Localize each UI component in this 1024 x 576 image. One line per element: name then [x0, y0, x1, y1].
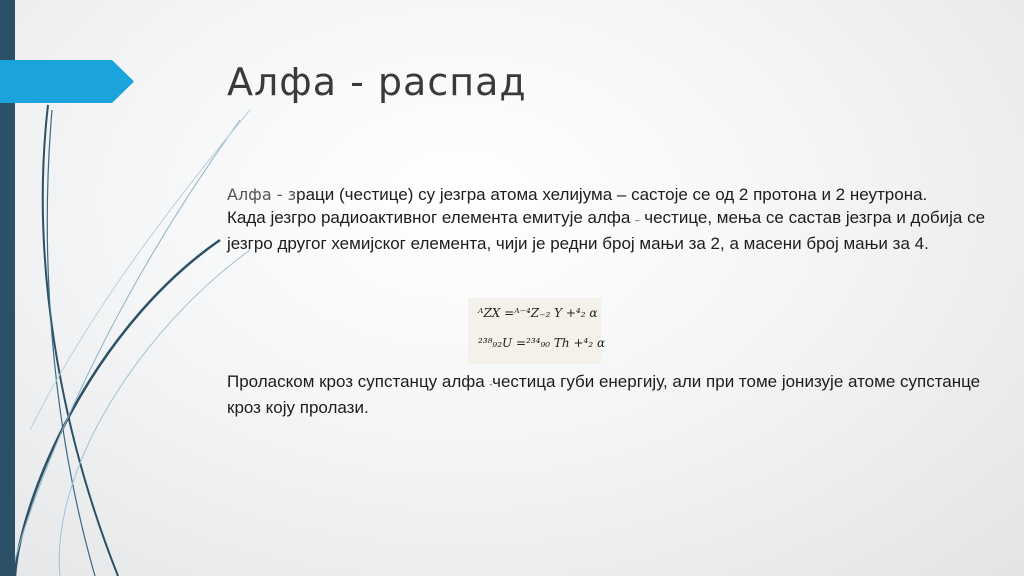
paragraph-ionization-text-a: Проласком кроз супстанцу алфа: [227, 372, 490, 391]
paragraph-definition: [227, 183, 987, 206]
paragraph-definition-text: раци (честице) су језгра атома хелијума – састоје се од 2 протона и 2 неутрона.: [296, 185, 928, 204]
small-dash: –: [635, 216, 640, 225]
paragraph-emission: [227, 206, 987, 255]
paragraph-emission-text-a: Када језгро радиоактивног елемента емитује алфа: [227, 208, 636, 227]
slide-title: Алфа - распад: [227, 60, 527, 104]
paragraph-lead: Алфа - з: [227, 185, 297, 204]
paragraph-ionization-text-b: честица губи енергију, али при томе јонизује атоме супстанце кроз коју пролази.: [227, 372, 981, 417]
equation-general: ᴬZX =ᴬ⁻⁴Z₋₂ Y +⁴₂ α: [478, 306, 598, 320]
content-body: [227, 183, 987, 255]
title-arrow-shape: [0, 60, 134, 103]
equation-uranium: ²³⁸₉₂U =²³⁴₉₀ Th +⁴₂ α: [478, 336, 606, 350]
small-dash-2: -: [489, 380, 493, 389]
equation-image: [468, 298, 606, 364]
paragraph-emission-text-b: честице, мења се састав језгра и добија се језгро другог хемијског елемента, чији је редни број мањи за 2, а масени број мањи за 4.: [227, 208, 986, 253]
paragraph-ionization: [227, 370, 987, 419]
